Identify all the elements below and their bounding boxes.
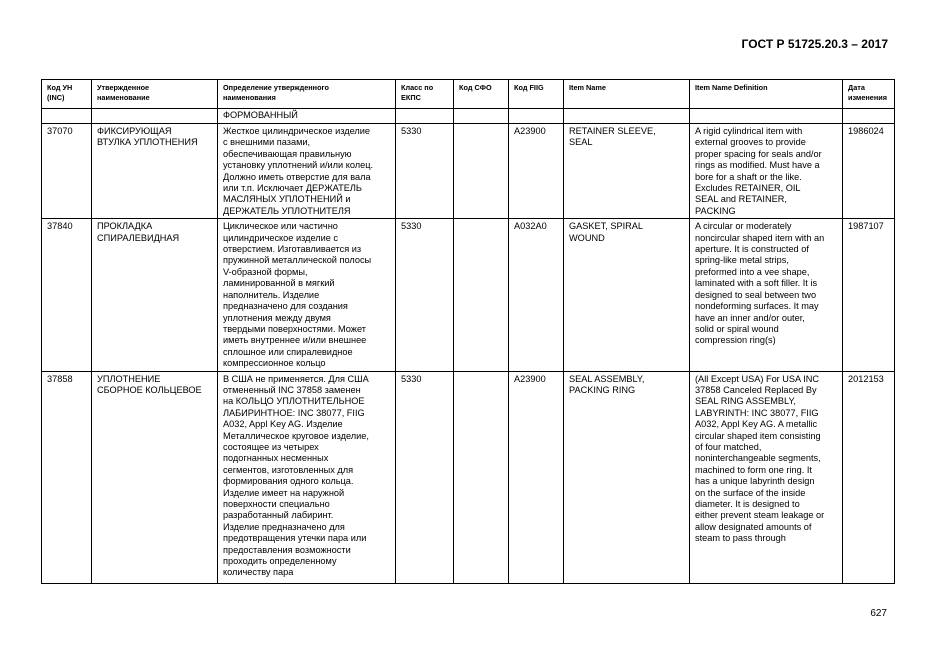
col-header-item-name-definition: Item Name Definition bbox=[690, 80, 843, 109]
table-cell bbox=[454, 109, 509, 124]
table-row-continuation bbox=[42, 109, 895, 124]
item-name-cell: SEAL ASSEMBLY, PACKING RING bbox=[564, 371, 690, 583]
nomenclature-table bbox=[41, 79, 895, 584]
col-header-definition: Определение утвержденного наименования bbox=[218, 80, 396, 109]
col-header-approved-name: Утвержденное наименование bbox=[92, 80, 218, 109]
definition-cell: Циклическое или частично цилиндрическое изделие с отверстием. Изготавливается из пружинной металлической полосы V-образной формы, ламинированной в мягкий наполнитель. Изделие предназначено для создания уплотнения между двумя твердыми поверхностями. Может иметь внутреннее и/или внешнее сплошное или спиралевидное компрессионное кольцо bbox=[218, 219, 396, 371]
table-row bbox=[42, 219, 895, 371]
fiig-cell: A23900 bbox=[509, 371, 564, 583]
table-header-row bbox=[42, 80, 895, 109]
item-name-cell: GASKET, SPIRAL WOUND bbox=[564, 219, 690, 371]
ekps-cell: 5330 bbox=[396, 371, 454, 583]
sfo-cell bbox=[454, 124, 509, 219]
table-cell bbox=[690, 109, 843, 124]
page-number: 627 bbox=[870, 608, 887, 619]
table-cell bbox=[564, 109, 690, 124]
item-definition-cell: A rigid cylindrical item with external grooves to provide proper spacing for seals and/or rings as modified. Must have a bore for a shaft or the like. Excludes RETAINER, OIL SEAL and RETAINER, PACKING bbox=[690, 124, 843, 219]
sfo-cell bbox=[454, 371, 509, 583]
fiig-cell: A23900 bbox=[509, 124, 564, 219]
sfo-cell bbox=[454, 219, 509, 371]
table-cell bbox=[92, 109, 218, 124]
ekps-cell: 5330 bbox=[396, 219, 454, 371]
table-row bbox=[42, 371, 895, 583]
inc-cell: 37840 bbox=[42, 219, 92, 371]
date-cell: 1986024 bbox=[843, 124, 895, 219]
inc-cell: 37858 bbox=[42, 371, 92, 583]
col-header-item-name: Item Name bbox=[564, 80, 690, 109]
item-name-cell: RETAINER SLEEVE, SEAL bbox=[564, 124, 690, 219]
col-header-inc: Код УН (INC) bbox=[42, 80, 92, 109]
table-cell bbox=[42, 109, 92, 124]
fiig-cell: A032A0 bbox=[509, 219, 564, 371]
approved-name-cell: ПРОКЛАДКА СПИРАЛЕВИДНАЯ bbox=[92, 219, 218, 371]
col-header-sfo-code: Код СФО bbox=[454, 80, 509, 109]
approved-name-cell: ФИКСИРУЮЩАЯ ВТУЛКА УПЛОТНЕНИЯ bbox=[92, 124, 218, 219]
approved-name-cell: УПЛОТНЕНИЕ СБОРНОЕ КОЛЬЦЕВОЕ bbox=[92, 371, 218, 583]
col-header-change-date: Дата изменения bbox=[843, 80, 895, 109]
table-row bbox=[42, 124, 895, 219]
col-header-fiig-code: Код FIIG bbox=[509, 80, 564, 109]
col-header-ekps-class: Класс по ЕКПС bbox=[396, 80, 454, 109]
table-cell bbox=[396, 109, 454, 124]
definition-cell: Жесткое цилиндрическое изделие с внешними пазами, обеспечивающая правильную установку уплотнений и/или колец. Должно иметь отверстие для вала или т.п. Исключает ДЕРЖАТЕЛЬ МАСЛЯНЫХ УПЛОТНЕНИЙ и ДЕРЖАТЕЛЬ УПЛОТНИТЕЛЯ bbox=[218, 124, 396, 219]
inc-cell: 37070 bbox=[42, 124, 92, 219]
definition-cell: В США не применяется. Для США отмененный INC 37858 заменен на КОЛЬЦО УПЛОТНИТЕЛЬНОЕ ЛАБИРИНТНОЕ: INC 38077, FIIG A032, Appl Key AG. Изделие Металлическое круговое изделие, состоящее из четырех подогнанных несменных сегментов, изготовленных для формирования одного кольца. Изделие имеет на наружной поверхности специально разработанный лабиринт. Изделие предназначено для предотвращения утечки пара или предоставления возможности проходить определенному количеству пара bbox=[218, 371, 396, 583]
item-definition-cell: A circular or moderately noncircular shaped item with an aperture. It is constructed of spring-like metal strips, preformed into a vee shape, laminated with a soft filler. It is designed to seal between two nondeforming surfaces. It may have an inner and/or outer, solid or spiral wound compression ring(s) bbox=[690, 219, 843, 371]
table-cell: ФОРМОВАННЫЙ bbox=[218, 109, 396, 124]
table-cell bbox=[843, 109, 895, 124]
date-cell: 2012153 bbox=[843, 371, 895, 583]
item-definition-cell: (All Except USA) For USA INC 37858 Canceled Replaced By SEAL RING ASSEMBLY, LABYRINTH: INC 38077, FIIG A032, Appl Key AG. A metallic circular shaped item consisting of four matched, noninterchangeable segments, machined to form one ring. It has a unique labyrinth design on the surface of the inside diameter. It is designed to either prevent steam leakage or allow designated amounts of steam to pass through bbox=[690, 371, 843, 583]
table-cell bbox=[509, 109, 564, 124]
standard-designation: ГОСТ Р 51725.20.3 – 2017 bbox=[741, 37, 888, 51]
ekps-cell: 5330 bbox=[396, 124, 454, 219]
date-cell: 1987107 bbox=[843, 219, 895, 371]
